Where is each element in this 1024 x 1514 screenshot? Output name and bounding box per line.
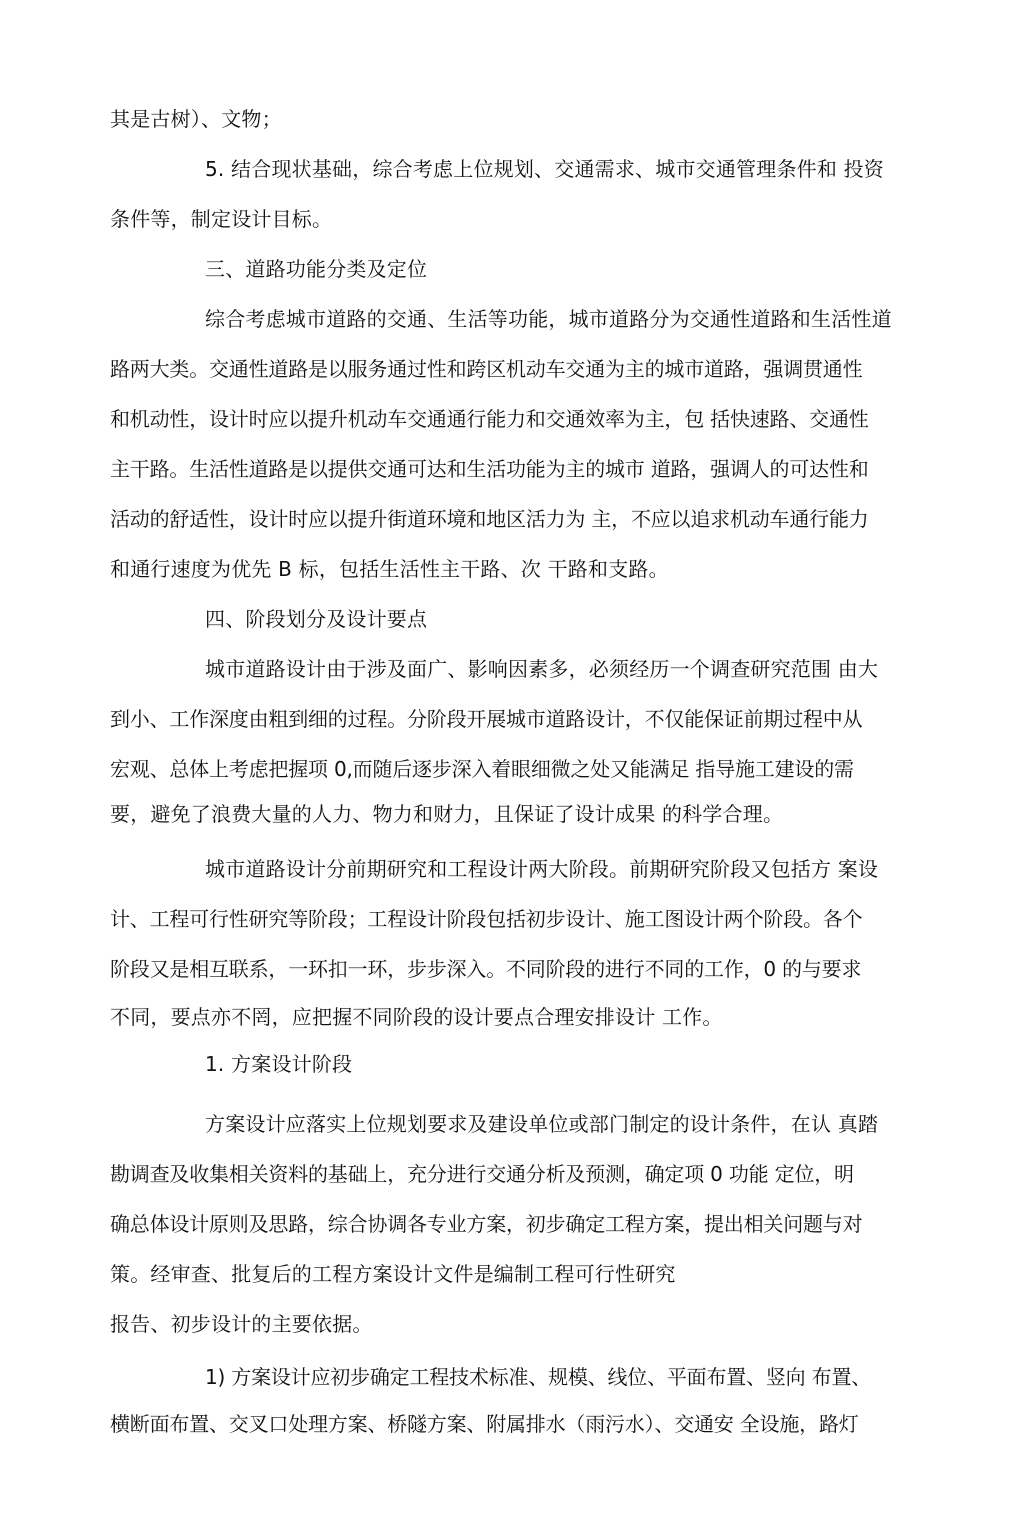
text-line: 条件等，制定设计目标。 <box>110 207 333 231</box>
text-line: 阶段又是相互联系，一环扣一环，步步深入。不同阶段的进行不同的工作，0 的与要求 <box>110 957 862 981</box>
text-line: 主干路。生活性道路是以提供交通可达和生活功能为主的城市 道路，强调人的可达性和 <box>110 457 869 481</box>
text-line: 横断面布置、交叉口处理方案、桥隧方案、附属排水（雨污水）、交通安 全设施，路灯 <box>110 1412 859 1436</box>
text-line: 其是古树）、文物； <box>110 107 282 131</box>
text-line: 到小、工作深度由粗到细的过程。分阶段开展城市道路设计，不仅能保证前期过程中从 <box>110 707 863 731</box>
text-line: 不同，要点亦不罔，应把握不同阶段的设计要点合理安排设计 工作。 <box>110 1005 723 1029</box>
text-line: 确总体设计原则及思路，综合协调各专业方案，初步确定工程方案，提出相关问题与对 <box>110 1212 863 1236</box>
text-line: 综合考虑城市道路的交通、生活等功能，城市道路分为交通性道路和生活性道 <box>205 307 892 331</box>
text-line: 要，避免了浪费大量的人力、物力和财力，且保证了设计成果 的科学合理。 <box>110 802 784 826</box>
text-line: 计、工程可行性研究等阶段；工程设计阶段包括初步设计、施工图设计两个阶段。各个 <box>110 907 863 931</box>
text-line: 宏观、总体上考虑把握项 0,而随后逐步深入着眼细微之处又能满足 指导施工建设的需 <box>110 757 854 781</box>
text-line: 和通行速度为优先 B 标，包括生活性主干路、次 干路和支路。 <box>110 557 669 581</box>
text-line: 5. 结合现状基础，综合考虑上位规划、交通需求、城市交通管理条件和 投资 <box>205 157 884 181</box>
text-line: 方案设计应落实上位规划要求及建设单位或部门制定的设计条件，在认 真踏 <box>205 1112 879 1136</box>
text-line: 和机动性，设计时应以提升机动车交通通行能力和交通效率为主，包 括快速路、交通性 <box>110 407 869 431</box>
section-heading: 三、道路功能分类及定位 <box>205 257 428 281</box>
subsection-heading: 1. 方案设计阶段 <box>205 1052 353 1076</box>
text-line: 路两大类。交通性道路是以服务通过性和跨区机动车交通为主的城市道路，强调贯通性 <box>110 357 863 381</box>
text-line: 策。经审查、批复后的工程方案设计文件是编制工程可行性研究 <box>110 1262 676 1286</box>
section-heading: 四、阶段划分及设计要点 <box>205 607 428 631</box>
list-item: 1) 方案设计应初步确定工程技术标准、规模、线位、平面布置、竖向 布置、 <box>205 1365 872 1389</box>
text-line: 城市道路设计分前期研究和工程设计两大阶段。前期研究阶段又包括方 案设 <box>205 857 879 881</box>
text-line: 活动的舒适性，设计时应以提升街道环境和地区活力为 主，不应以追求机动车通行能力 <box>110 507 869 531</box>
text-line: 报告、初步设计的主要依据。 <box>110 1312 373 1336</box>
text-line: 城市道路设计由于涉及面广、影响因素多，必须经历一个调查研究范围 由大 <box>205 657 879 681</box>
text-line: 勘调查及收集相关资料的基础上，充分进行交通分析及预测，确定项 0 功能 定位，明 <box>110 1162 854 1186</box>
